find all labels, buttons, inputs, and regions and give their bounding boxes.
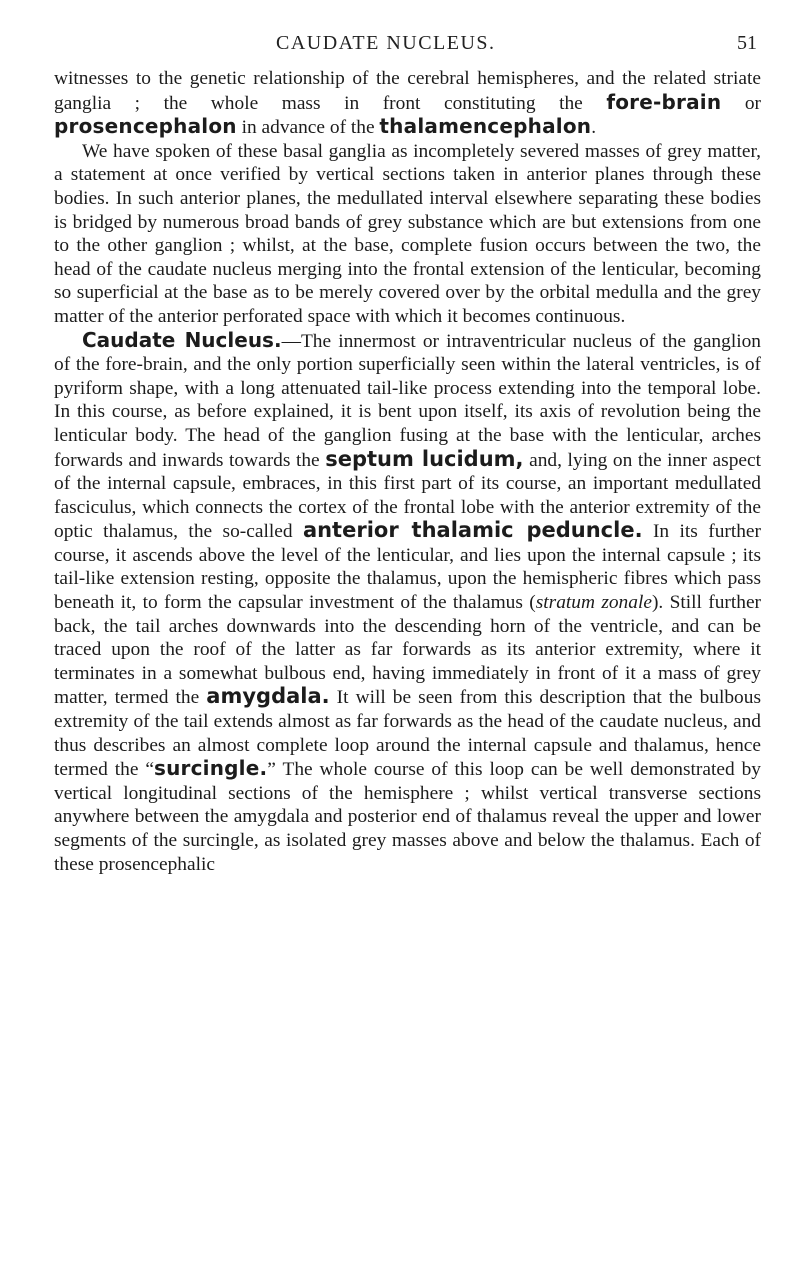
term-thalamencephalon: thalamencephalon <box>379 114 592 139</box>
text-run: In its further course, it ascends above the level of the lenticular, and lies upon the internal capsule ; its tail-like extension resting, opposite the thalamus, upon the hemispheric fibres which pass beneath it, to form the capsular investment of the thalamus ( <box>54 521 761 614</box>
body-text <box>54 67 761 876</box>
text-run: ” The whole course of this loop can be well demonstrated by vertical longitudinal sections of the hemisphere ; whilst vertical transverse sections anywhere between the amygdala and posterior end of thalamus reveal the upper and lower segments of the surcingle, as isolated grey masses above and below the thalamus. Each of these prosencephalic <box>54 759 762 875</box>
section-heading-caudate-nucleus: Caudate Nucleus. <box>82 327 282 352</box>
text-run: and, lying on the inner aspect of the internal capsule, embraces, in this first part of its course, an important medullated fasciculus, which connects the cortex of the frontal lobe with the anterior extremity of the optic thalamus, the so-called <box>54 449 761 543</box>
page-number: 51 <box>737 32 757 54</box>
term-anterior-thalamic-peduncle: anterior thalamic peduncle. <box>302 518 643 543</box>
paragraph-basal-ganglia: We have spoken of these basal ganglia as incompletely severed masses of grey matter, a statement at once verified by vertical sections taken in anterior planes through these bodies. In such anterior planes, the medullated interval elsewhere separating these bodies is bridged by numerous broad bands of grey substance which are but extensions from one to the other ganglion ; whilst, at the base, complete fusion occurs between the two, the head of the caudate nucleus merging into the frontal extension of the lenticular, becoming so superficial at the base as to be merely covered over by the orbital medulla and the grey matter of the anterior perforated space with which it becomes continuous. <box>54 140 761 327</box>
term-fore-brain: fore-brain <box>606 89 722 114</box>
term-septum-lucidum: septum lucidum, <box>325 446 524 471</box>
paragraph-caudate-nucleus <box>54 329 761 877</box>
running-head <box>0 0 801 60</box>
italic-stratum-zonale: stratum zonale <box>535 592 652 614</box>
paragraph-forebrain <box>54 67 761 140</box>
running-head-title: CAUDATE NUCLEUS. <box>276 32 496 54</box>
text-run: ). Still further back, the tail arches downwards into the descending horn of the ventricle, and can be traced upon the roof of the latter as far forwards as its anterior extremity, where it terminates in a somewhat bulbous end, having immediately in front of it a mass of grey matter, termed the <box>54 592 762 709</box>
term-amygdala: amygdala. <box>206 684 330 709</box>
text-run: It will be seen from this description that the bulbous extremity of the tail extends almost as far forwards as the head of the caudate nucleus, and thus describes an almost complete loop around the internal capsule and thalamus, hence termed the “ <box>54 687 761 781</box>
text-run: . <box>591 117 597 139</box>
text-run: in advance of the <box>236 117 380 139</box>
term-prosencephalon: prosencephalon <box>54 114 237 139</box>
term-surcingle: surcingle. <box>154 756 268 781</box>
text-run: witnesses to the genetic relationship of the cerebral hemispheres, and the related striate ganglia ; the whole mass in front constituting the <box>54 68 761 114</box>
text-run: —The innermost or intraventricular nucleus of the ganglion of the fore-brain, and the only portion superficially seen within the lateral ventricles, is of pyriform shape, with a long attenuated tail-like process extending into the temporal lobe. In this course, as before explained, it is bent upon itself, its axis of revolution being the lenticular body. The head of the ganglion fusing at the base with the lenticular, arches forwards and inwards towards the <box>54 330 761 471</box>
text-run: or <box>721 92 761 114</box>
